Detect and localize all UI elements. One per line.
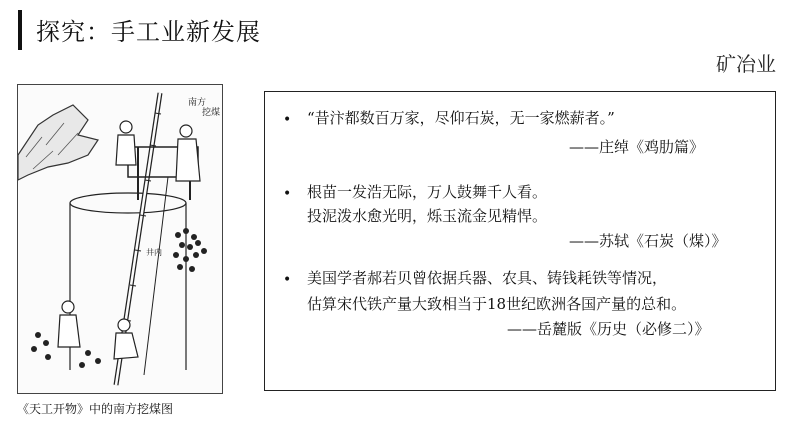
quotes-panel [264, 91, 776, 391]
quote-3-line-1: 美国学者郝若贝曾依据兵器、农具、铸钱耗铁等情况， [307, 269, 668, 287]
illustration-caption: 《天工开物》中的南方挖煤图 [17, 402, 174, 416]
quote-2-line-2: 投泥泼水愈光明，烁玉流金见精悍。 [307, 207, 548, 225]
quote-bullet: • [283, 186, 292, 202]
illustration-label-shaft: 井内 [146, 248, 162, 257]
quote-2-source: ——苏轼《石炭（煤）》 [569, 232, 727, 250]
quote-bullet: • [283, 272, 292, 288]
quote-bullet: • [283, 112, 292, 128]
title-accent-bar [18, 10, 22, 50]
quote-3-source: ——岳麓版《历史（必修二）》 [507, 320, 710, 338]
mining-illustration [17, 84, 223, 394]
quote-1-line-1: “昔汴都数百万家，尽仰石炭，无一家燃薪者。” [307, 109, 615, 127]
quote-1-source: ——庄绰《鸡肋篇》 [569, 138, 705, 156]
illustration-label-south: 南方 [188, 98, 207, 108]
quote-3-line-2: 估算宋代铁产量大致相当于18世纪欧洲各国产量的总和。 [307, 295, 687, 313]
coal-mining-drawing [18, 85, 223, 394]
quote-2-line-1: 根苗一发浩无际，万人鼓舞千人看。 [307, 183, 548, 201]
mountain-shape [18, 105, 98, 180]
illustration-label-mining: 挖煤 [202, 108, 221, 118]
section-subtitle: 矿冶业 [716, 52, 776, 76]
page-title: 探究：手工业新发展 [36, 18, 261, 46]
